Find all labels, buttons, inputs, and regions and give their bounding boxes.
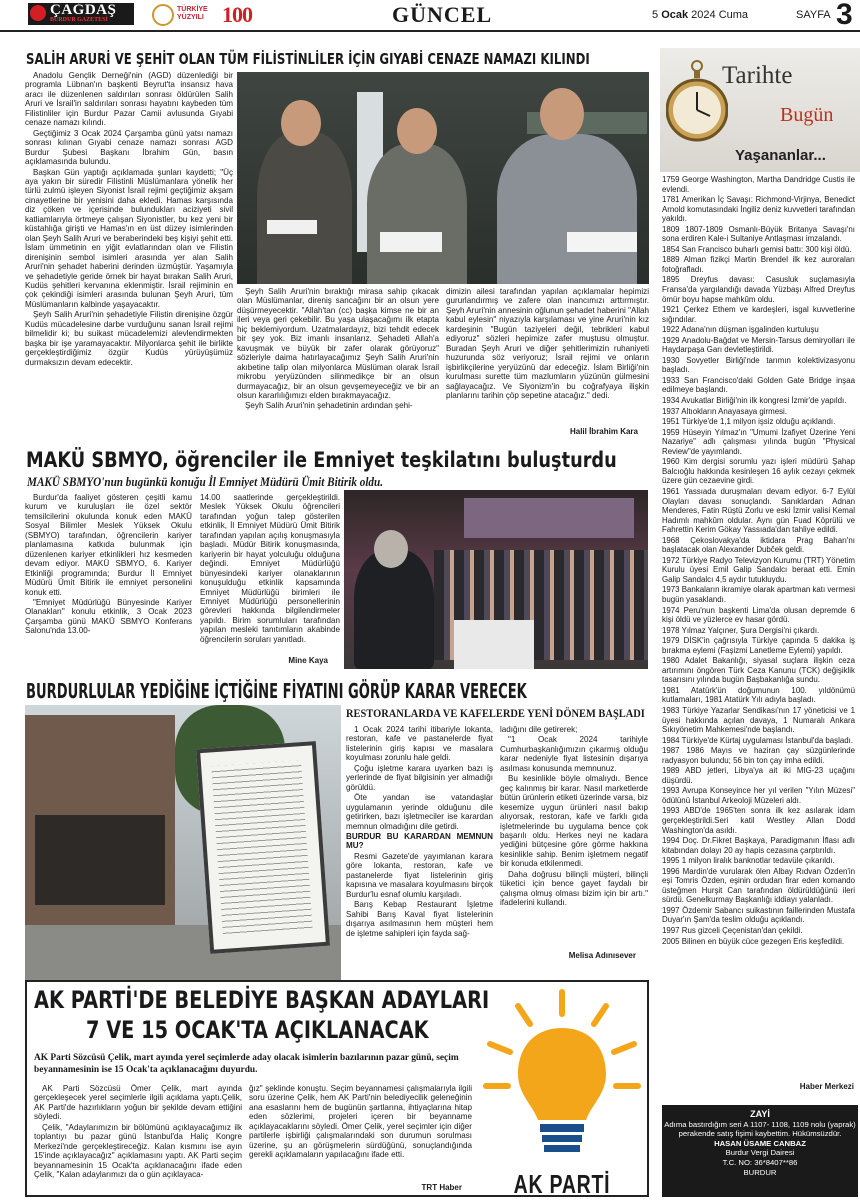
- article3-paragraph: 1 Ocak 2024 tarihi itibariyle lokanta, restoran, kafe ve pastanelerde fiyat listelerinin giriş kapısı ve masalara koyulması zorunlu hale geldi.: [346, 725, 493, 763]
- article4-lead: AK Parti Sözcüsü Çelik, mart ayında yerel seçimlerde aday olacak isimlerin bazılarının pazar günü, seçim beyannamesinin ise 15 Ocak'ta açıklanacağını duyurdu.: [34, 1053, 459, 1075]
- stage-banner: [464, 498, 634, 538]
- article1-column2: [237, 287, 439, 412]
- history-item: 1996 Mardin'de vurularak ölen Albay Rıdvan Özden'in eşi Tomris Özden, eşinin ordudan firar eden komando üsteğmen Hurşit Can tarafından öldürüldüğünü ileri sürdü. Genelkurmay Başkanlığı iddiayı yalanladı.: [662, 866, 855, 905]
- history-item: 1781 Amerikan İç Savaşı: Richmond-Virjinya, Benedict Arnold komutasındaki İngiliz deniz kuvvetleri tarafından yakıldı.: [662, 195, 855, 224]
- date-month: Ocak: [661, 9, 689, 21]
- article4-paragraph: Çelik, "Adaylarımızın bir bölümünü açıklayacağımız ilk toplantıyı bu pazar günü İstanbul'da Haliç Kongre Merkezi'nde gerçekleştireceğiz. Kalan kısmını ise ayın 15'inde açıklayacağız" açıklamasını yaptı. AK Parti seçim beyannamesinin 15 Ocak'ta açıklanacağını ifade eden Çelik, "Kalan adaylarımızı da o gün açıklayaca-: [34, 1122, 242, 1180]
- tarihte-credit: Haber Merkezi: [799, 1082, 854, 1091]
- zayi-notice: [662, 1105, 858, 1197]
- history-item: 1984 Türkiye'de Kürtaj uygulaması İstanbul'da başladı.: [662, 735, 854, 745]
- history-item: 1921 Çerkez Ethem ve kardeşleri, isgal kuvvetlerine sığındılar.: [662, 305, 855, 324]
- article3-paragraph: Resmi Gazete'de yayımlanan karara göre lokanta, restoran, kafe ve pastanelerde fiyat listelerinin giriş kapısına ve masalara koyulmasını birçok Burdur'lu esnaf olumlu karşıladı.: [346, 851, 493, 899]
- person-figure: [257, 132, 352, 284]
- history-item: 1854 San Francisco buharlı gemisi battı: 300 kişi öldü.: [662, 244, 852, 254]
- logo-mark-icon: [30, 5, 46, 21]
- article1-paragraph: Başkan Gün yaptığı açıklamada şunları kaydetti; "Üç aya yakın bir süredir Filistinli Müslümanlara yönelik her türlü zulmü işleyen Siyonist İsrail rejimi geçtiğimiz akşam cinayetlerine bir yenisini daha ekledi. Hamas karşısında diz çöken ve içerisinde bulundukları aciziyeti sivil katliamlarıyla örtmeye çalışan Siyonistler, bu kez yeni bir küstahlığa girişti ve Hamas'ın en üst düzey isimlerinden olan Şeyh Salih Aruri ve beraberindeki beş kişiyi şehit etti. İslam ümmetinin en yiğit evlatlarından olan ve Filistin direnişinin sembol isimleri arasında yer alan Salih Aruri'nin şehadet haberini derinden üzmüştür. Yaşamıyla ve şehadetiyle geride örnek bir hayat bırakan Salih Aruri, Kudüs şehitleri kervanına eklenmiştir. İsrail rejiminin en çok çekindiği isimleri arasında bulunan Şeyh Aruri, tüm Müslümanların kalbinde yaşayacaktır.: [25, 167, 233, 309]
- zayi-text: Adıma bastırdığım seri A 1107- 1108, 1109 nolu (yaprak) perakende satış fişimi kaybettim. Hükümsüzdür.: [664, 1119, 856, 1139]
- article4-headline-line1: AK PARTİ'DE BELEDİYE BAŞKAN ADAYLARI: [34, 986, 490, 1014]
- pocket-watch-icon: [666, 58, 728, 148]
- zayi-name: HASAN ÜSAME CANBAZ: [714, 1138, 806, 1148]
- history-item: 1968 Çekoslovakya'da iktidara Prag Baharı'nı başlatacak olan Alexander Dubček geldi.: [662, 535, 855, 555]
- article1-headline: SALİH ARURİ VE ŞEHİT OLAN TÜM FİLİSTİNLİLER İÇİN GIYABİ CENAZE NAMAZI KILINDI: [26, 50, 590, 68]
- article1-credit: Halil İbrahim Kara: [569, 427, 638, 436]
- article3-paragraph: Öte yandan ise vatandaşlar uygulamanın yerinde olduğunu dile getirirken, bazı işletmeciler ise karardan memnun olmadığını dile getirdi.: [346, 793, 493, 831]
- history-item: 1995 1 milyon liralık banknotlar tedavüle çıkarıldı.: [662, 856, 835, 866]
- article3-paragraph: ladığını dile getirerek;: [500, 725, 578, 734]
- article2-photo: [344, 490, 648, 669]
- article2-column2: [200, 493, 340, 645]
- date-rest: 2024 Cuma: [691, 9, 749, 21]
- history-item: 1759 George Washington, Martha Dandridge Custis ile evlendi.: [662, 175, 855, 194]
- person-figure: [497, 134, 637, 284]
- history-item: 1937 Altıokların Anayasaya girmesi.: [662, 406, 788, 416]
- person-head: [397, 108, 437, 154]
- zayi-title: ZAYİ: [750, 1109, 770, 1119]
- article3-paragraph: Çoğu işletme karara uyarken bazı iş yerlerinde de fiyat bilgisinin yer almadığı görüldü.: [346, 763, 493, 792]
- history-item: 1989 ABD jetleri, Libya'ya ait iki MIG-23 uçağını düşürdü.: [662, 766, 855, 785]
- history-item: 1895 Dreyfus davası: Casusluk suçlamasıyla Fransa'da yargılandığı davada Yüzbaşı Alfred Dreyfus ömür boyu hapse mahkûm oldu.: [662, 275, 855, 304]
- tarihte-tagline: Yaşananlar...: [735, 147, 826, 164]
- history-item: 1951 Türkiye'de 1,1 milyon işsiz olduğu açıklandı.: [662, 417, 836, 427]
- history-item: 2005 Bilinen en büyük cüce gezegen Eris keşfedildi.: [662, 936, 845, 946]
- history-item: 1929 Anadolu-Bağdat ve Mersin-Tarsus demiryolları ile Haydarpaşa Garı devletleştirildi.: [662, 335, 855, 355]
- article2-paragraph: Burdur'da faaliyet gösteren çeşitli kamu kurum ve kuruluşları ile özel sektör temsilcilerini okulunda konuk eden MAKÜ Sosyal Bilimler Meslek Yüksek Okulu (SBMYO) tarafından, öğrencilerin kariyer planlamasına katkıda bulunmak için düzenlenen kariyer etkinlikleri hız kesmeden devam ediyor. MAKÜ SBMYO, 6. Kariyer Etkinliği programında; Burdur İl Emniyet Müdürü Ümit Bitirik ile emniyet personelini konuk etti.: [25, 493, 192, 597]
- logo-subtitle: BURDUR GAZETESİ: [50, 17, 108, 23]
- article2-credit: Mine Kaya: [288, 656, 328, 665]
- page-number: 3: [836, 0, 853, 31]
- history-item: 1987 1986 Mayıs ve haziran çay süzgünlerinde radyasyon bulundu; 56 bin ton çay imha edildi.: [662, 746, 855, 765]
- article2-headline: MAKÜ SBMYO, öğrenciler ile Emniyet teşkilatını buluşturdu: [26, 448, 617, 472]
- paper-sheet: [380, 232, 442, 252]
- history-item: 1933 San Francisco'daki Golden Gate Bridge inşaa edilmeye başlandı.: [662, 375, 855, 395]
- logo-title: ÇAĞDAŞ: [50, 2, 117, 18]
- history-item: 1930 Sovyetler Birliği'nde tarımın kolektivizasyonu başladı.: [662, 355, 855, 375]
- article2-subheadline: MAKÜ SBMYO'nun bugünkü konuğu İl Emniyet Müdürü Ümit Bitirik oldu.: [27, 474, 384, 489]
- history-list: [662, 175, 855, 947]
- turkiye-yuzyili-logo-icon: [152, 4, 174, 26]
- history-item: 1809 1807-1809 Osmanlı-Büyük Britanya Savaşı'nı sona erdiren Kale-i Sultaniye Antlaşması imzalandı.: [662, 224, 855, 244]
- article1-paragraph: Şeyh Salih Aruri'nin şehadetiyle Filistin direnişine özgür Kudüs mücadelesine darbe vurduğunu sanan İsrail rejimi bilmelidir ki; bu suikast mücadelemizi alevlendirmekten başka bir işe yaramayacaktır. Milyonlarca şehit ile birlikte gerçekleştirdiğimiz özgür Kudüs yürüyüşümüz durmaksızın devam edecektir.: [25, 310, 233, 367]
- article1-paragraph: dimizin ailesi tarafından yapılan açıklamalar hepimizi gururlandırmış ve zafere olan inancımızı arttırmıştır. Şeyh Aruri'nin annesinin oğlunun şehadet haberini "Allah kabul eylesin" niyazıyla karşılaması ve yine Aruri'nin kız kardeşinin "Bugün taziyeleri değil, tebrikleri kabul ediyoruz" sözleri hepimize zafer muştusu olmuştur. Buradan Şeyh Aruri ve diğer şehitlerimizin ruhaniyeti huzurunda söz veriyoruz; İsrail rejimi ve onların işbirlikçilerine yeryüzünü dar edeceğiz. İslam Birliği'nin kurulması surette tüm mazlumların yüzünün gülmesini sağlayacağız. Ve Siyonizm'in bu coğrafyaya ilişkin planlarını tarihin çöp sepetine atacağız." dedi.: [446, 287, 649, 400]
- person-head: [281, 100, 321, 146]
- history-item: 1974 Peru'nun başkenti Lima'da olusan depremde 6 kişi öldü ve yüzlerce ev hasar gördü.: [662, 605, 855, 625]
- tarihte-title: Tarihte: [722, 62, 793, 89]
- history-item: 1978 Yılmaz Yalçıner, Şura Dergisi'ni çıkardı.: [662, 625, 820, 635]
- history-item: 1993 ABD'de 1965'ten sonra ilk kez asılarak idam gerçekleştirildi.Seri katil Westley Allan Dodd Washington'da asıldı.: [662, 806, 855, 835]
- article3-paragraph: "1 Ocak 2024 tarihiyle Cumhurbaşkanlığımızın çıkarmış olduğu karar nedeniyle fiyat listesinin dışarıya asılması konusunda memnunuz.: [500, 735, 648, 773]
- history-item: 1960 Kim dergisi sorumlu yazı işleri müdürü Şahap Balcıoğlu hakkında kesinleşen 16 aylık cezayı çekmek üzere gün cezaevine girdi.: [662, 457, 855, 486]
- article3-credit: Melisa Adınısever: [568, 951, 636, 960]
- article3-headline: BURDURLULAR YEDİĞİNE İÇTİĞİNE FİYATINI GÖRÜP KARAR VERECEK: [26, 679, 527, 703]
- issue-date: [652, 9, 748, 21]
- article1-paragraph: Geçtiğimiz 3 Ocak 2024 Çarşamba günü yatsı namazı sonrası kılınan Gıyabi cenaze namazı sonrası AGD Burdur Şubesi Başkanı İbrahim Gün, basın açıklamasında bulundu.: [25, 128, 233, 167]
- history-item: 1959 Hüseyin Yılmaz'ın "Umumi İzafiyet Üzerine Yeni Nazariye" adlı çalışması yılında bugün "Physical Review"de yayımlandı.: [662, 427, 855, 456]
- price-list-lines: [211, 760, 313, 936]
- turkiye-yuzyili-text: TÜRKİYE YÜZYILI: [177, 6, 208, 21]
- article4-column1: [34, 1084, 242, 1181]
- article2-paragraph: "Emniyet Müdürlüğü Bünyesinde Kariyer Olanakları" konulu etkinlik, 3 Ocak 2023 Çarşamba günü MAKÜ SBMYO Konferans Salonu'nda 13.00-: [25, 597, 192, 636]
- article4-credit: TRT Haber: [421, 1183, 462, 1192]
- article1-column3: [446, 287, 649, 401]
- article1-column1: [25, 71, 233, 368]
- tarihte-subtitle: Bugün: [780, 104, 834, 126]
- article1-paragraph: Şeyh Salih Aruri'nin bıraktığı mirasa sahip çıkacak olan Müslümanlar, direniş sancağını bir an olsun yere düşürmeyecektir. "Allah'tan (cc) başka kimse ne bir an ileri veya geri çekebilir. Bu yaşa ulaşacağımı ilk etapta hiç beklemiyordum. Uzatmalardayız, bizi tehdit edecek bir şey yok. Biz imanlı insanlarız. Şehadeti Allah'a kavuşmak ve büyük bir zafer olarak görüyoruz" sözleriyle daima hatırlayacağımız Şeyh Salih Aruri'nin akıbetine talip olan milyonlarca Müslüman olarak İsrail mikrobu yeryüzünden silinmedikçe bir an olsun durmayacağız, bir an olsun gevşemeyeceğiz ve bir an olsun kararlılığımızı elden bırakmayacağız.: [237, 287, 439, 400]
- section-title: GÜNCEL: [392, 2, 493, 27]
- article1-photo: [237, 72, 649, 284]
- history-item: 1972 Türkiye Radyo Televizyon Kurumu (TRT) Yönetim Kurulu üyesi Emil Galip Sandalcı beraat etti. Emin Galip Sandalcı 4,5 aydır tutukluydu.: [662, 555, 855, 584]
- paper-sheet: [567, 232, 637, 252]
- history-item: 1922 Adana'nın düşman işgalinden kurtuluşu: [662, 325, 819, 335]
- history-item: 1997 Özdemir Sabancı suikastının faillerinden Mustafa Duyar'ın Şam'da teslim olduğu açıklandı.: [662, 905, 855, 925]
- page-label: SAYFA: [796, 9, 831, 21]
- zayi-office: Burdur Vergi Dairesi: [725, 1148, 795, 1158]
- history-item: 1934 Avukatlar Birliği'nin ilk kongresi İzmir'de yapıldı.: [662, 396, 847, 406]
- article3-paragraph: Barış Kebap Restaurant İşletme Sahibi Barış Kaval fiyat listelerinin dışarıya asılmasının hem müşteri hem de işletme sahipleri için fayda sağ-: [346, 900, 493, 938]
- article3-subhead: BURDUR BU KARARDAN MEMNUN MU?: [346, 831, 493, 851]
- history-item: 1993 Avrupa Konseyince her yıl verilen "Yılın Müzesi" ödülünü İstanbul Arkeoloji Müzeleri aldı.: [662, 786, 855, 805]
- article3-column1: [346, 725, 493, 939]
- article4-column2: [249, 1084, 472, 1161]
- person-head: [540, 88, 584, 140]
- speaker-figure: [354, 550, 434, 669]
- history-item: 1889 Alman fizikçi Martin Brendel ilk kez auroraları fotoğrafladı.: [662, 255, 855, 274]
- history-item: 1961 Yassıada duruşmaları devam ediyor. 6-7 Eylül Olayları davası sonuçlandı. Sanıklardan Adnan Menderes, Fatin Rüştü Zorlu ve eski İzmir valisi Kemal Hadımlı mahkûm oldular. Aynı gün Fuad Köprülü ve Fahrettin Kerim Gökay Yassıada'dan tahliye edildi.: [662, 486, 855, 535]
- article1-paragraph: Anadolu Gençlik Derneği'nin (AGD) düzenlediği bir programla Lübnan'ın başkenti Beyrut'ta insansız hava aracı ile düzenlenen saldırıları sonrası öldürülen Salih Aruri ve İsrail'in saldırıları sonrası hayatını kaybeden tüm Filistinliler için Burdur Pazar Camii avlusunda Gıyabi cenaze namazı kılındı.: [25, 71, 233, 128]
- paper-sheet: [267, 220, 317, 234]
- podium: [454, 620, 534, 669]
- history-item: 1979 DİSK'in çağrısıyla Türkiye çapında 5 dakika iş bırakma eylemi (Faşizmi Lanetleme Eylemi) yapıldı.: [662, 636, 855, 655]
- history-item: 1983 Türkiye Yazarlar Sendikası'nın 17 yöneticisi ve 1 üyesi hakkında açılan davaya, 1 Numaralı Ankara Sıkıyönetim Mahkemesi'nde başlandı.: [662, 705, 855, 735]
- speaker-head: [374, 530, 408, 568]
- shop-window: [35, 815, 165, 905]
- article3-subheadline: RESTORANLARDA VE KAFELERDE YENİ DÖNEM BAŞLADI: [346, 706, 645, 720]
- article4-paragraph: AK Parti Sözcüsü Ömer Çelik, mart ayında gerçekleşecek yerel seçimlerle ilgili açıklama yaptı.Çelik, AK Parti'de hazırlıkların yoğun bir şekilde devam ettiğini söyledi.: [34, 1084, 242, 1122]
- centenary-logo: 100: [222, 2, 252, 27]
- ak-parti-logo: [478, 984, 646, 1199]
- article2-paragraph: 14.00 saatlerinde gerçekleştirildi. Meslek Yüksek Okulu öğrencileri tarafından yoğun talep gösterilen etkinlik, İl Emniyet Müdürü Ümit Bitirik tarafından yapılan açılış konuşmasıyla başladı. Müdür Bitirik konuşmasında, kariyerin bir hayat yolculuğu olduğuna değindi. Emniyet Müdürlüğü bünyesindeki kariyer olanaklarının konuşulduğu etkinlik kapsamında Emniyet Müdürlüğü birimleri ile Emniyet Müdürlüğü personellerinin görevleri hakkında bilgilendirmeler yapıldı. Birim sorumluları tarafından yapılan mesleki tanıtımların akabinde öğrencilerin soruları yanıtladı.: [200, 493, 340, 644]
- zayi-tc: T.C. NO: 36*8407**86: [722, 1157, 798, 1167]
- history-item: 1981 Atatürk'ün doğumunun 100. yıldönümü kutlamaları, 1981 Atatürk Yılı adıyla başladı.: [662, 685, 855, 705]
- article4-paragraph: ğız" şeklinde konuştu. Seçim beyannamesi çalışmalarıyla ilgili soru üzerine Çelik, hem AK Parti'nin belediyecilik geleneğinin ana esaslarını hem de bugünün şartlarına, ihtiyaçlarına hitap eden sözlerimi, projeleri içeren bir beyanname açıklayacaklarını söyledi. Ömer Çelik, yerel seçimler için diğer partilerle işbirliği çalışmalarındaki son durumun sorulması üzerine, şu an görüşmelerin sürdüğünü, sonuçlandığında gerekli açıklamaların yapılacağını ifade etti.: [249, 1084, 472, 1160]
- history-item: 1980 Adalet Bakanlığı, siyasal suçlara ilişkin ceza artırımını öngören Türk Ceza Kanunu (TCK) değişiklik tasarısını yılında bugün Başbakanlığa sundu.: [662, 656, 855, 685]
- article1-paragraph: Şeyh Salih Aruri'nin şehadetinin ardından şehi-: [245, 401, 413, 411]
- history-item: 1973 Bankaların ikramiye olarak apartman katı vermesi bugün yasaklandı.: [662, 585, 855, 604]
- history-item: 1997 Rus gizceli Çeçenistan'dan çekildi.: [662, 926, 803, 936]
- article2-column1: [25, 493, 192, 637]
- ak-parti-logo-text: AK PARTİ: [513, 1169, 611, 1199]
- article3-photo: [25, 705, 341, 980]
- date-day: 5: [652, 9, 659, 21]
- lightbulb-icon: [478, 984, 646, 1164]
- person-figure: [367, 144, 467, 284]
- article3-paragraph: Bu kesinlikle böyle olmalıydı. Bence geç kalınmış bir karar. Nasıl marketlerde bütün ürünlerin etiketi üzerinde varsa, biz kesemize uygun ürünleri nasıl bakıp alıyorsak, restoran, kafe ve farklı gıda işletmelerinde bu uygulama bence çok başarılı oldu. Herkes neyi ne kadara yediğini bütçesine göre görme hakkına kesinlikle sahip. Benim işletmem negatif bir konuda etkilenmedi.: [500, 774, 648, 869]
- history-item: 1994 Doç. Dr.Fikret Başkaya, Paradigmanın İflası adlı kitabından dolayı 20 ay hapis cezasına çarptırıldı.: [662, 836, 855, 855]
- article3-column2: [500, 725, 648, 909]
- article4-headline-line2: 7 VE 15 OCAK'TA AÇIKLANACAK: [86, 1016, 429, 1044]
- zayi-city: BURDUR: [743, 1167, 777, 1177]
- article3-paragraph: Daha doğrusu bilinçli müşteri, bilinçli tüketici için bence gayet faydalı bir çalışma olmuş olması bizim için bir artı." ifadelerini kullandı.: [500, 869, 648, 908]
